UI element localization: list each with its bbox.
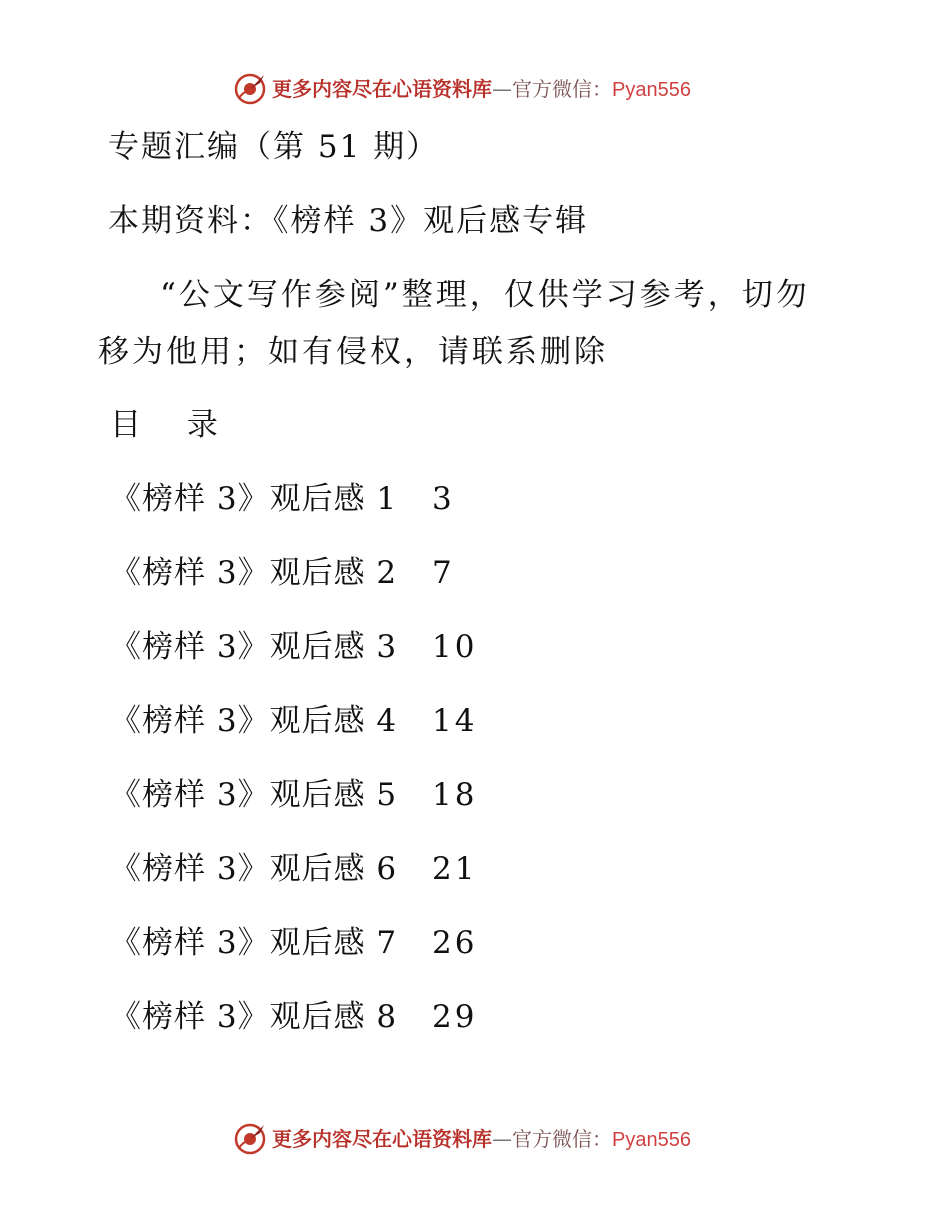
quill-logo-icon <box>233 72 267 106</box>
toc-entry[interactable] <box>110 997 478 1037</box>
toc-entry[interactable] <box>110 553 455 593</box>
toc-entry-title: 《榜样 3》观后感 7 <box>110 925 398 961</box>
banner-wechat-label: 官方微信： <box>512 77 612 101</box>
toc-entry-title: 《榜样 3》观后感 6 <box>110 851 398 887</box>
toc-entry[interactable] <box>110 479 455 519</box>
toc-entry-page: 26 <box>432 925 478 961</box>
toc-entry-title: 《榜样 3》观后感 8 <box>110 999 398 1035</box>
banner-wechat-id: Pyan556 <box>612 79 691 101</box>
toc-entry[interactable] <box>110 849 478 889</box>
toc-entry-page: 18 <box>432 777 478 813</box>
quill-logo-icon <box>233 1122 267 1156</box>
banner-dash: — <box>492 77 512 101</box>
notice-paragraph <box>98 267 838 381</box>
banner-text <box>272 76 691 103</box>
toc-entry-page: 29 <box>432 999 478 1035</box>
toc-entry[interactable] <box>110 923 478 963</box>
banner-site-text: 更多内容尽在心语资料库 <box>272 77 492 101</box>
banner-wechat-label: 官方微信： <box>512 1127 612 1151</box>
footer-banner <box>0 1120 950 1160</box>
banner-wechat-id: Pyan556 <box>612 1129 691 1151</box>
toc-entry-title: 《榜样 3》观后感 1 <box>110 481 398 517</box>
notice-text: “公文写作参阅”整理，仅供学习参考，切勿移为他用；如有侵权，请联系删除 <box>98 277 810 370</box>
toc-entry-title: 《榜样 3》观后感 2 <box>110 555 398 591</box>
toc-entry-page: 14 <box>432 703 478 739</box>
banner-dash: — <box>492 1127 512 1151</box>
banner-text <box>272 1126 691 1153</box>
toc-entry-page: 3 <box>432 481 455 517</box>
header-banner <box>0 70 950 110</box>
toc-heading: 目 录 <box>110 407 236 443</box>
toc-entry-page: 21 <box>432 851 478 887</box>
toc-entry-page: 10 <box>432 629 478 665</box>
series-title: 专题汇编（第 51 期） <box>108 129 440 165</box>
toc-entry[interactable] <box>110 775 478 815</box>
banner-site-text: 更多内容尽在心语资料库 <box>272 1127 492 1151</box>
toc-entry[interactable] <box>110 701 478 741</box>
toc-entry-title: 《榜样 3》观后感 5 <box>110 777 398 813</box>
issue-title: 本期资料：《榜样 3》观后感专辑 <box>108 203 589 239</box>
toc-entry-title: 《榜样 3》观后感 4 <box>110 703 398 739</box>
toc-entry-page: 7 <box>432 555 455 591</box>
toc-entry[interactable] <box>110 627 478 667</box>
toc-entry-title: 《榜样 3》观后感 3 <box>110 629 398 665</box>
